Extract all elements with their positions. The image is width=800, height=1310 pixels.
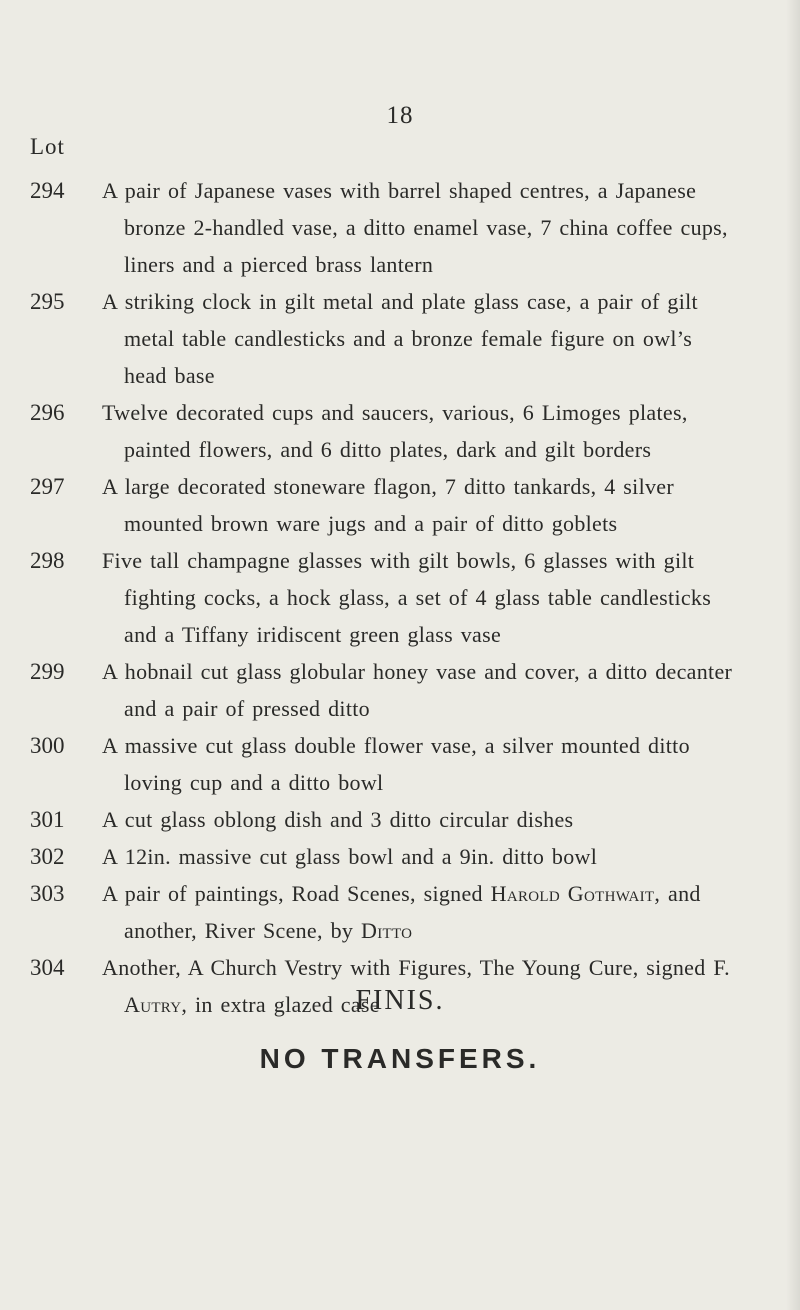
lot-description-text: Five tall champagne glasses with gilt bowls, 6 glasses with gilt fighting cocks, a hock glass, a set of 4 glass table candlesticks and a Tiffany iridiscent green glass vase bbox=[102, 548, 712, 647]
lot-entry bbox=[0, 838, 800, 875]
lot-number: 299 bbox=[30, 659, 65, 684]
lot-description bbox=[102, 394, 742, 468]
lot-description-text: A hobnail cut glass globular honey vase and cover, a ditto decanter and a pair of pressed ditto bbox=[102, 659, 733, 721]
lot-description-text: A cut glass oblong dish and 3 ditto circular dishes bbox=[102, 807, 574, 832]
lot-entry bbox=[0, 542, 800, 653]
page-number: 18 bbox=[386, 102, 414, 129]
lot-entry bbox=[0, 875, 800, 949]
lot-column-heading: Lot bbox=[30, 134, 65, 159]
lot-list bbox=[0, 172, 800, 1023]
lot-number: 300 bbox=[30, 733, 65, 758]
lot-description bbox=[102, 542, 742, 653]
lot-number: 302 bbox=[30, 844, 65, 869]
lot-description bbox=[102, 838, 742, 875]
lot-number: 301 bbox=[30, 807, 65, 832]
lot-description-text: A 12in. massive cut glass bowl and a 9in. ditto bowl bbox=[102, 844, 598, 869]
lot-number: 294 bbox=[30, 178, 65, 203]
lot-description-text: A pair of Japanese vases with barrel shaped centres, a Japanese bronze 2-handled vase, a ditto enamel vase, 7 china coffee cups, liners and a pierced brass lantern bbox=[102, 178, 728, 277]
lot-description-text: , and another, River Scene, by bbox=[124, 881, 701, 943]
lot-description-text: A large decorated stoneware flagon, 7 ditto tankards, 4 silver mounted brown ware jugs and a pair of ditto goblets bbox=[102, 474, 674, 536]
lot-entry bbox=[0, 468, 800, 542]
lot-number: 297 bbox=[30, 474, 65, 499]
lot-entry bbox=[0, 727, 800, 801]
lot-description bbox=[102, 653, 742, 727]
lot-description-text: A striking clock in gilt metal and plate glass case, a pair of gilt metal table candlesticks and a bronze female figure on owl’s head base bbox=[102, 289, 698, 388]
lot-entry bbox=[0, 801, 800, 838]
lot-entry bbox=[0, 283, 800, 394]
lot-description bbox=[102, 468, 742, 542]
finis-heading: FINIS. bbox=[355, 985, 445, 1016]
page-edge-shadow bbox=[786, 0, 800, 1310]
lot-entry bbox=[0, 394, 800, 468]
lot-description-name: Harold Gothwait bbox=[490, 881, 655, 906]
lot-description-name: Ditto bbox=[361, 918, 413, 943]
lot-description bbox=[102, 801, 742, 838]
lot-number: 296 bbox=[30, 400, 65, 425]
lot-description-text: Twelve decorated cups and saucers, various, 6 Limoges plates, painted flowers, and 6 ditto plates, dark and gilt borders bbox=[102, 400, 688, 462]
lot-description-name: Autry bbox=[124, 992, 182, 1017]
lot-description-text: A pair of paintings, Road Scenes, signed bbox=[102, 881, 491, 906]
lot-entry bbox=[0, 172, 800, 283]
lot-description bbox=[102, 283, 742, 394]
lot-number: 298 bbox=[30, 548, 65, 573]
lot-description-text: Another, A Church Vestry with Figures, The Young Cure, signed F. bbox=[102, 955, 730, 980]
lot-entry bbox=[0, 653, 800, 727]
lot-description bbox=[102, 172, 742, 283]
lot-description bbox=[102, 727, 742, 801]
lot-description-text: , in extra glazed case bbox=[181, 992, 380, 1017]
no-transfers-notice: NO TRANSFERS. bbox=[259, 1043, 541, 1074]
lot-description-text: A massive cut glass double flower vase, a silver mounted ditto loving cup and a ditto bowl bbox=[102, 733, 690, 795]
lot-number: 295 bbox=[30, 289, 65, 314]
lot-number: 303 bbox=[30, 881, 65, 906]
lot-number: 304 bbox=[30, 955, 65, 980]
lot-description bbox=[102, 875, 742, 949]
